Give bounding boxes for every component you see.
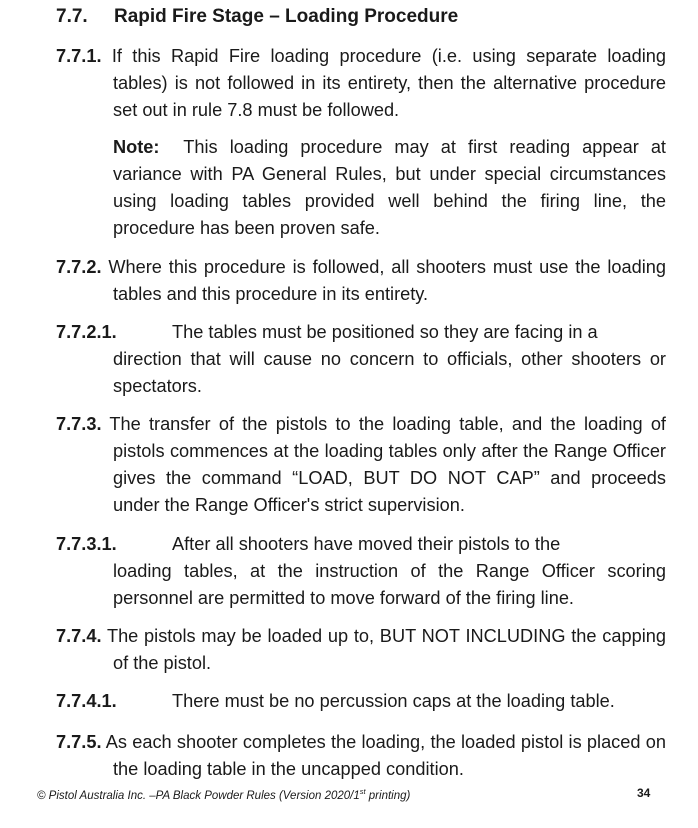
rule-text: The transfer of the pistols to the loading table, and the loading of pistols commences at the loading tables only after the Range Officer gives the command “LOAD, BUT DO NOT CAP” and proceeds under the Range Officer's strict supervision. — [109, 414, 666, 515]
page-footer — [37, 787, 410, 802]
rule-text-line1: After all shooters have moved their pistols to the — [172, 534, 561, 554]
section-heading — [56, 4, 458, 30]
section-title: Rapid Fire Stage – Loading Procedure — [114, 6, 459, 27]
rule-number: 7.7.3.1. — [56, 534, 117, 554]
footer-suffix: printing) — [365, 789, 411, 802]
rule-7-7-4-1 — [56, 688, 666, 715]
rule-7-7-3 — [56, 411, 666, 519]
rule-text-rest: loading tables, at the instruction of the Range Officer scoring personnel are permitted to move forward of the firing line. — [113, 561, 666, 608]
rule-number: 7.7.2. — [56, 257, 102, 277]
rule-number: 7.7.5. — [56, 732, 102, 752]
page-number: 34 — [637, 786, 651, 800]
rule-text: Where this procedure is followed, all shooters must use the loading tables and this procedure in its entirety. — [108, 257, 667, 304]
rule-number: 7.7.4.1. — [56, 691, 117, 711]
note-paragraph — [113, 134, 666, 242]
rule-text: If this Rapid Fire loading procedure (i.e. using separate loading tables) is not followed in its entirety, then the alternative procedure set out in rule 7.8 must be followed. — [111, 46, 666, 120]
rule-7-7-5 — [56, 729, 666, 783]
rule-7-7-2 — [56, 254, 666, 308]
rule-7-7-2-1 — [56, 319, 666, 400]
rule-text-line1: There must be no percussion caps at the loading table. — [172, 691, 615, 711]
section-number: 7.7. — [56, 6, 88, 27]
rule-number: 7.7.3. — [56, 414, 102, 434]
note-text: This loading procedure may at first reading appear at variance with PA General Rules, but under special circumstances using loading tables provided well behind the firing line, the procedure has been proven safe. — [113, 137, 666, 238]
footer-superscript: st — [359, 787, 366, 796]
rule-7-7-3-1 — [56, 531, 666, 612]
rule-text: The pistols may be loaded up to, BUT NOT INCLUDING the capping of the pistol. — [106, 626, 666, 673]
rule-number: 7.7.2.1. — [56, 322, 117, 342]
rule-7-7-1 — [56, 43, 666, 124]
note-label: Note: — [113, 137, 160, 157]
rule-number: 7.7.4. — [56, 626, 102, 646]
footer-text: © Pistol Australia Inc. –PA Black Powder Rules (Version 2020/1 — [37, 789, 360, 802]
rule-7-7-4 — [56, 623, 666, 677]
rule-text-rest: direction that will cause no concern to officials, other shooters or spectators. — [113, 349, 666, 396]
rule-text-line1: The tables must be positioned so they are facing in a — [172, 322, 598, 342]
rule-number: 7.7.1. — [56, 46, 102, 66]
rule-text: As each shooter completes the loading, the loaded pistol is placed on the loading table in the uncapped condition. — [105, 732, 666, 779]
